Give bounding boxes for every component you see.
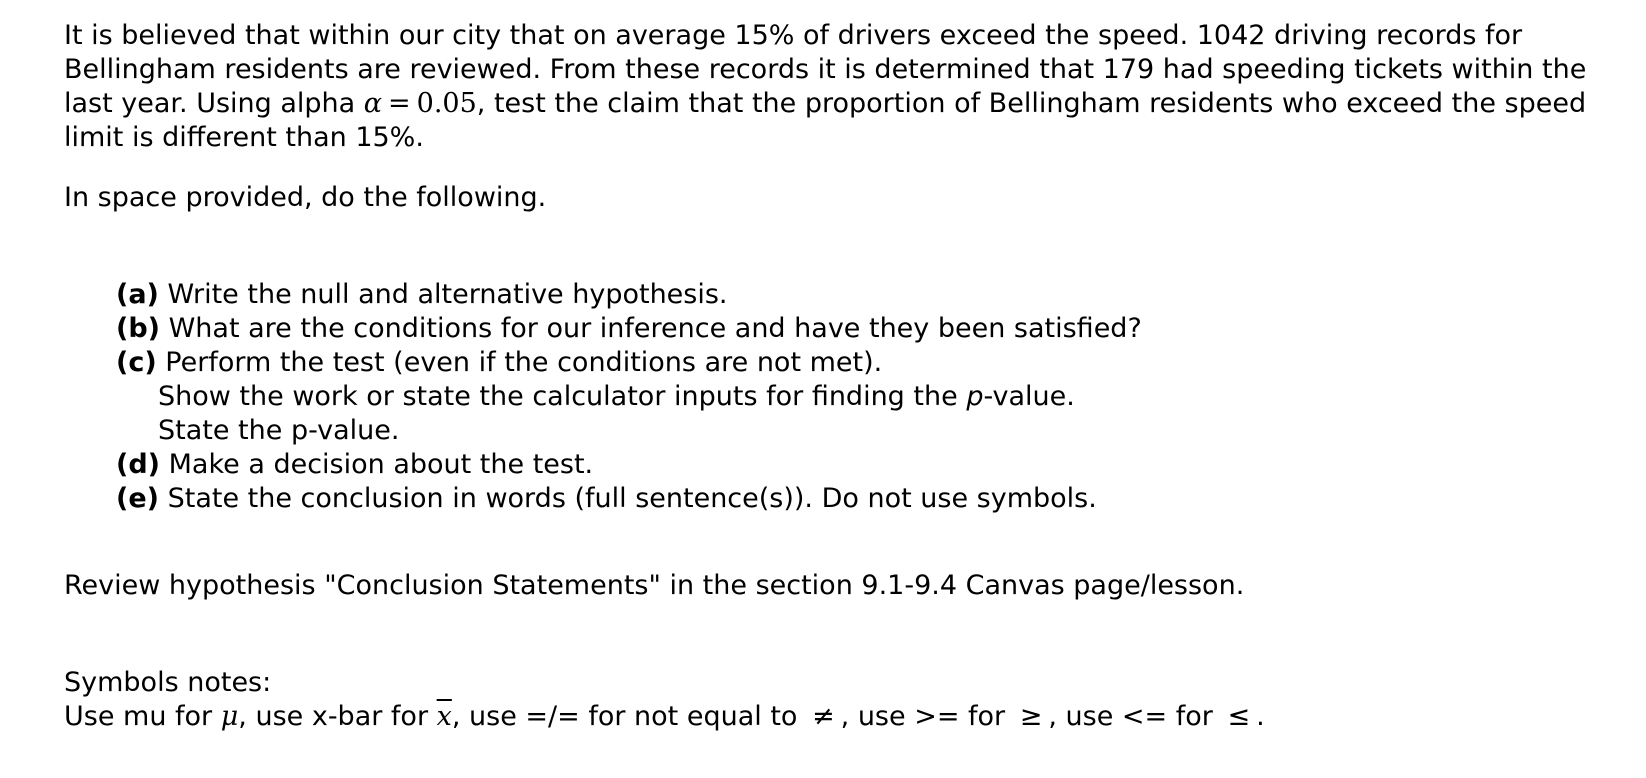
task-text: Write the null and alternative hypothesis.: [167, 279, 728, 310]
problem-text-start: It is believed that within our city that on average 15% of drivers exceed the speed. 1042 driving records for Bellingham residents are reviewed. From these records it is determined that 179 had speeding tickets within the last year. Using alpha: [64, 20, 1587, 119]
problem-text-end: , test the claim that the proportion of Bellingham residents who exceed the speed limit is different than 15%.: [64, 88, 1587, 153]
xbar-symbol: $\overline{x}$: [436, 701, 452, 732]
symbols-text-6: .: [1256, 701, 1265, 732]
alpha-symbol: α: [363, 88, 383, 119]
task-c: [116, 346, 1616, 448]
task-label: (c): [116, 347, 157, 378]
task-d: [116, 448, 1616, 482]
task-list: [116, 278, 1616, 516]
problem-statement: [64, 19, 1624, 155]
task-c-sub-1: [116, 380, 1616, 414]
task-text: Make a decision about the test.: [168, 449, 594, 480]
task-c-sub-1-end: -value.: [983, 381, 1075, 412]
task-e: [116, 482, 1616, 516]
task-label: (a): [116, 279, 159, 310]
symbols-text-4: , use >= for: [840, 701, 1014, 732]
instructions: In space provided, do the following.: [64, 182, 547, 213]
alpha-value: 0.05: [416, 88, 477, 119]
task-c-sub-1-start: Show the work or state the calculator inputs for finding the: [158, 381, 967, 412]
greater-equal-symbol: ≥: [1019, 701, 1043, 732]
not-equal-symbol: ≠: [812, 701, 835, 732]
task-label: (e): [116, 483, 159, 514]
task-text: What are the conditions for our inference and have they been satisfied?: [168, 313, 1142, 344]
mu-symbol: μ: [220, 701, 239, 732]
task-b: [116, 312, 1616, 346]
task-label: (d): [116, 449, 161, 480]
p-italic: p: [966, 381, 984, 412]
symbols-heading: Symbols notes:: [64, 667, 272, 698]
symbols-text-1: Use mu for: [64, 701, 221, 732]
task-c-sub-2: State the p-value.: [158, 415, 400, 446]
task-text: State the conclusion in words (full sentence(s)). Do not use symbols.: [167, 483, 1097, 514]
symbols-text-3: , use =/= for not equal to: [451, 701, 807, 732]
symbols-text-2: , use x-bar for: [238, 701, 437, 732]
task-text: Perform the test (even if the conditions are not met).: [165, 347, 883, 378]
symbols-notes: [64, 700, 1624, 734]
equals-sign: =: [388, 88, 411, 119]
task-a: [116, 278, 1616, 312]
symbols-text-5: , use <= for: [1048, 701, 1222, 732]
review-note: Review hypothesis "Conclusion Statements" in the section 9.1-9.4 Canvas page/lesson.: [64, 570, 1245, 601]
less-equal-symbol: ≤: [1227, 701, 1251, 732]
task-label: (b): [116, 313, 161, 344]
